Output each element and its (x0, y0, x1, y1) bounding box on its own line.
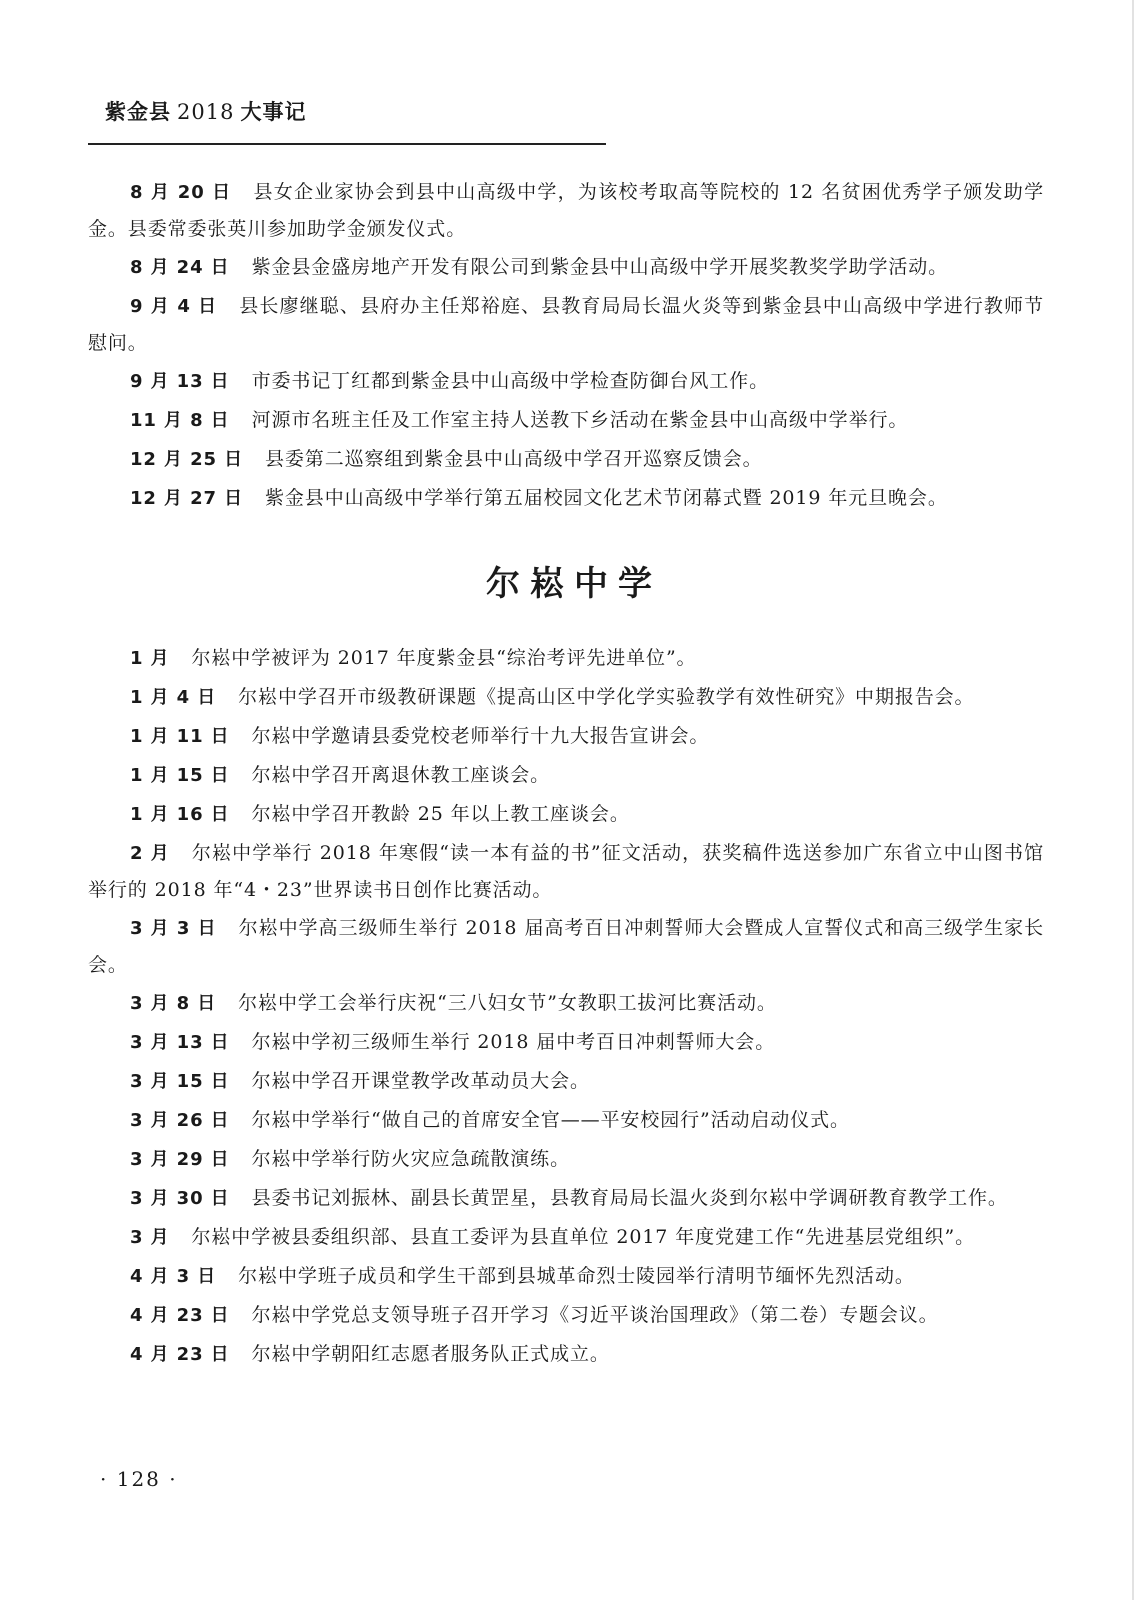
chronicle-entry (88, 402, 1044, 439)
chronicle-entry (88, 796, 1044, 833)
chronicle-entry (88, 985, 1044, 1022)
entry-text: 尔崧中学举行防火灾应急疏散演练。 (251, 1148, 570, 1170)
entry-date: 1 月 16 日 (130, 804, 230, 825)
chronicle-entry (88, 910, 1044, 983)
entry-text: 尔崧中学工会举行庆祝“三八妇女节”女教职工拔河比赛活动。 (238, 992, 777, 1014)
entry-text: 尔崧中学朝阳红志愿者服务队正式成立。 (251, 1343, 610, 1365)
chronicle-entry (88, 1180, 1044, 1217)
chronicle-entry (88, 1219, 1044, 1256)
entry-date: 3 月 (130, 1227, 170, 1248)
entry-date: 3 月 13 日 (130, 1032, 230, 1053)
chronicle-entry (88, 441, 1044, 478)
chronicle-entry (88, 1063, 1044, 1100)
entry-date: 3 月 26 日 (130, 1110, 230, 1131)
entry-date: 3 月 3 日 (130, 918, 217, 939)
entry-date: 2 月 (130, 843, 170, 864)
entry-text: 尔崧中学召开教龄 25 年以上教工座谈会。 (251, 803, 630, 825)
entry-text: 紫金县金盛房地产开发有限公司到紫金县中山高级中学开展奖教奖学助学活动。 (251, 256, 949, 278)
page-number: · 128 · (100, 1467, 178, 1491)
header-rule (88, 143, 606, 145)
running-head-county: 紫金县 (105, 100, 171, 124)
entry-text: 尔崧中学召开课堂教学改革动员大会。 (251, 1070, 590, 1092)
chronicle-entry (88, 249, 1044, 286)
chronicle-entry (88, 1297, 1044, 1334)
entry-text: 尔崧中学党总支领导班子召开学习《习近平谈治国理政》（第二卷）专题会议。 (251, 1304, 939, 1326)
entry-text: 尔崧中学被评为 2017 年度紫金县“综治考评先进单位”。 (191, 647, 697, 669)
entry-text: 尔崧中学举行 2018 年寒假“读一本有益的书”征文活动，获奖稿件选送参加广东省立中山图书馆举行的 2018 年“4・23”世界读书日创作比赛活动。 (88, 842, 1044, 901)
entry-text: 尔崧中学高三级师生举行 2018 届高考百日冲刺誓师大会暨成人宣誓仪式和高三级学生家长会。 (88, 917, 1045, 976)
running-head (105, 96, 306, 126)
entry-date: 1 月 (130, 648, 170, 669)
entry-date: 9 月 13 日 (130, 371, 230, 392)
entry-date: 3 月 29 日 (130, 1149, 230, 1170)
chronicle-entry (88, 757, 1044, 794)
entry-text: 尔崧中学邀请县委党校老师举行十九大报告宣讲会。 (251, 725, 710, 747)
section-a-entries (88, 174, 1044, 517)
chronicle-entry (88, 835, 1044, 908)
chronicle-entry (88, 288, 1044, 361)
chronicle-entry (88, 1024, 1044, 1061)
entry-date: 8 月 24 日 (130, 257, 230, 278)
entry-text: 县女企业家协会到县中山高级中学，为该校考取高等院校的 12 名贫困优秀学子颁发助学金。县委常委张英川参加助学金颁发仪式。 (88, 181, 1044, 240)
entry-date: 12 月 25 日 (130, 449, 243, 470)
entry-text: 尔崧中学召开离退休教工座谈会。 (251, 764, 551, 786)
entry-date: 1 月 11 日 (130, 726, 230, 747)
entry-date: 1 月 15 日 (130, 765, 230, 786)
entry-text: 县委第二巡察组到紫金县中山高级中学召开巡察反馈会。 (265, 448, 763, 470)
entry-date: 11 月 8 日 (130, 410, 230, 431)
section-b-entries (88, 640, 1044, 1373)
entry-date: 12 月 27 日 (130, 488, 243, 509)
scan-edge-shadow (1132, 0, 1134, 1600)
entry-date: 9 月 4 日 (130, 296, 218, 317)
entry-text: 尔崧中学举行“做自己的首席安全官——平安校园行”活动启动仪式。 (251, 1109, 850, 1131)
entry-date: 3 月 8 日 (130, 993, 217, 1014)
entry-text: 尔崧中学班子成员和学生干部到县城革命烈士陵园举行清明节缅怀先烈活动。 (238, 1265, 915, 1287)
chronicle-entry (88, 480, 1044, 517)
entry-text: 县委书记刘振林、副县长黄罡星，县教育局局长温火炎到尔崧中学调研教育教学工作。 (251, 1187, 1008, 1209)
entry-date: 8 月 20 日 (130, 182, 232, 203)
entry-date: 4 月 23 日 (130, 1344, 230, 1365)
chronicle-entry (88, 640, 1044, 677)
entry-date: 4 月 3 日 (130, 1266, 217, 1287)
entry-text: 尔崧中学召开市级教研课题《提高山区中学化学实验教学有效性研究》中期报告会。 (238, 686, 975, 708)
entry-text: 县长廖继聪、县府办主任郑裕庭、县教育局局长温火炎等到紫金县中山高级中学进行教师节慰问。 (88, 295, 1044, 354)
running-head-year: 2018 (177, 100, 235, 124)
entry-date: 1 月 4 日 (130, 687, 217, 708)
entry-date: 3 月 30 日 (130, 1188, 230, 1209)
entry-date: 3 月 15 日 (130, 1071, 230, 1092)
entry-text: 市委书记丁红都到紫金县中山高级中学检查防御台风工作。 (251, 370, 769, 392)
chronicle-entry (88, 1141, 1044, 1178)
entry-text: 河源市名班主任及工作室主持人送教下乡活动在紫金县中山高级中学举行。 (251, 409, 909, 431)
chronicle-entry (88, 1102, 1044, 1139)
chronicle-entry (88, 679, 1044, 716)
chronicle-entry (88, 1336, 1044, 1373)
section-title: 尔崧中学 (486, 564, 662, 604)
chronicle-entry (88, 174, 1044, 247)
chronicle-entry (88, 363, 1044, 400)
entry-text: 紫金县中山高级中学举行第五届校园文化艺术节闭幕式暨 2019 年元旦晚会。 (265, 487, 948, 509)
chronicle-entry (88, 1258, 1044, 1295)
entry-text: 尔崧中学初三级师生举行 2018 届中考百日冲刺誓师大会。 (251, 1031, 776, 1053)
chronicle-entry (88, 718, 1044, 755)
entry-date: 4 月 23 日 (130, 1305, 230, 1326)
entry-text: 尔崧中学被县委组织部、县直工委评为县直单位 2017 年度党建工作“先进基层党组织”。 (191, 1226, 976, 1248)
running-head-suffix: 大事记 (240, 100, 307, 124)
